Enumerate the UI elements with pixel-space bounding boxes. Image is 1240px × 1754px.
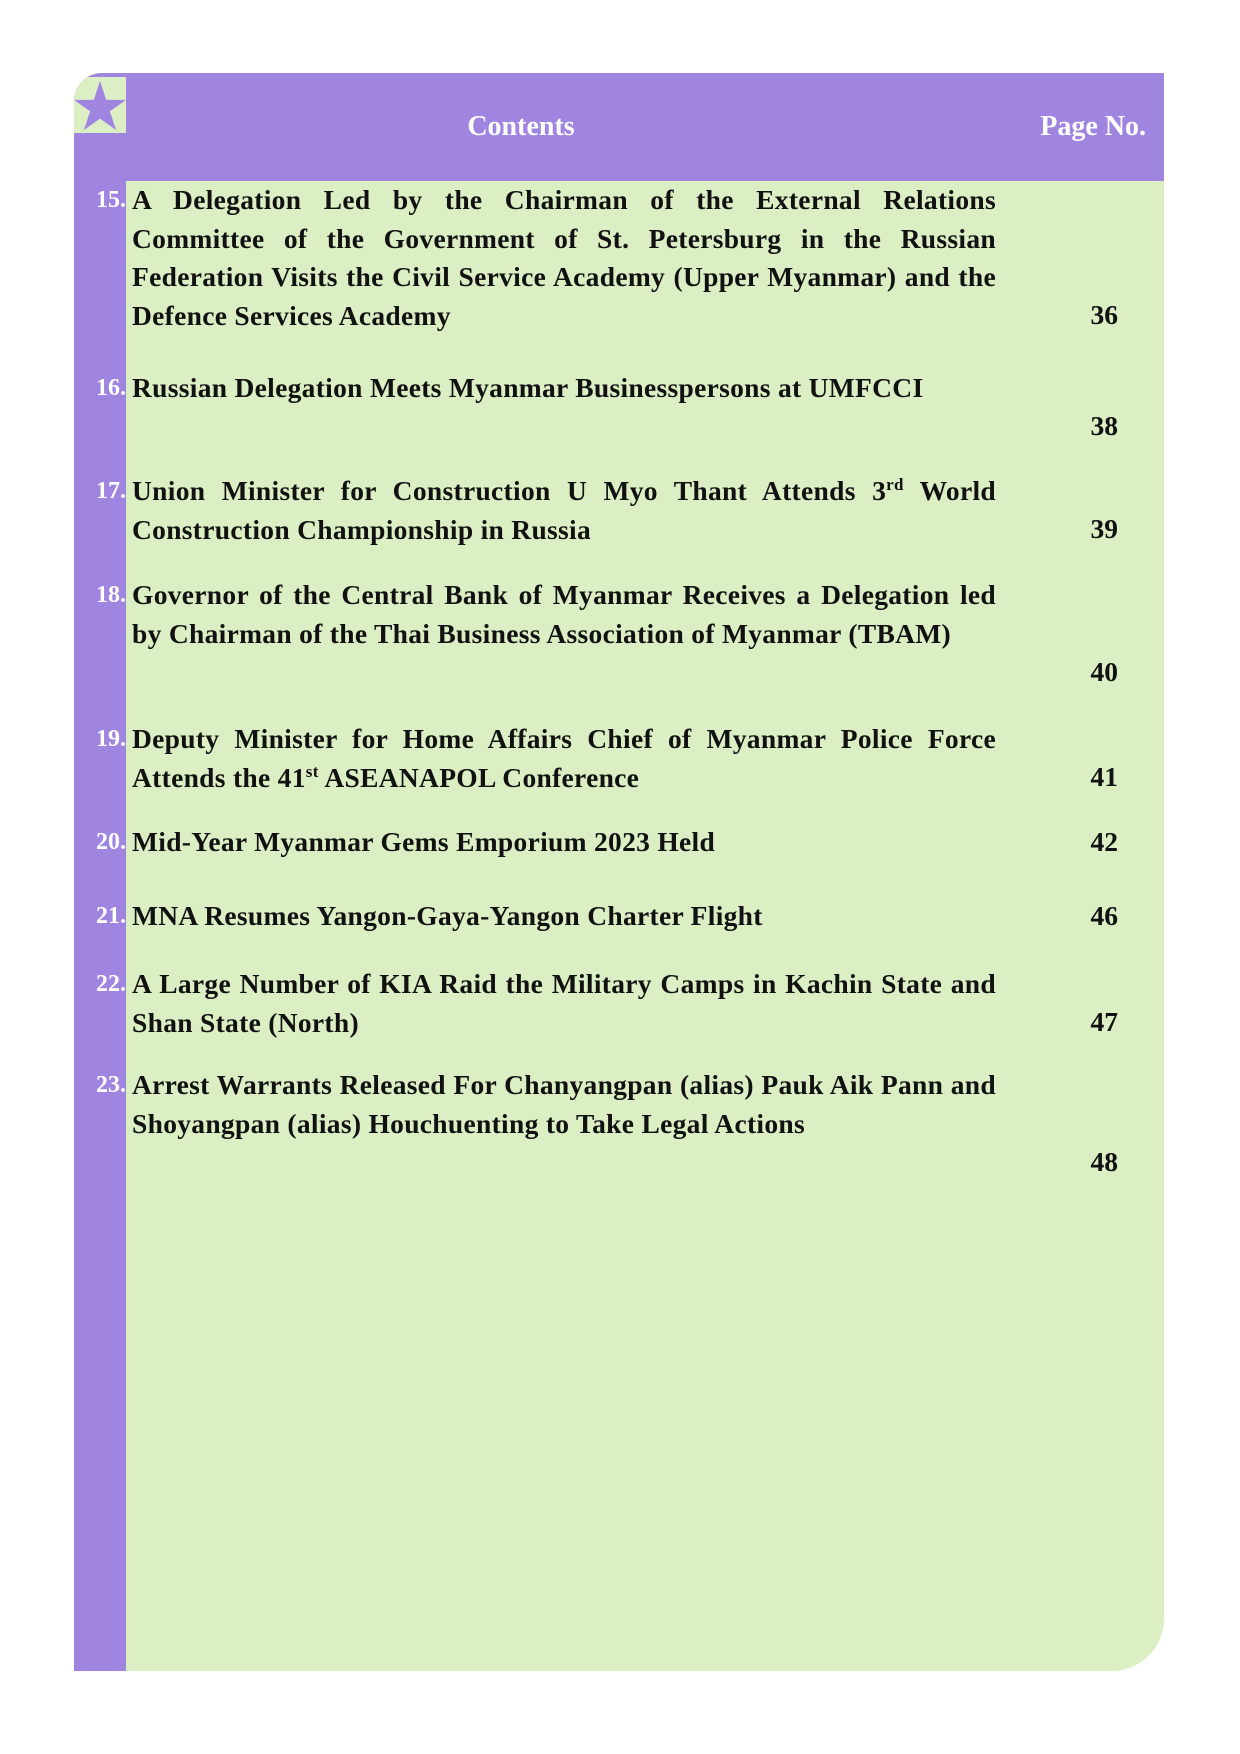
entry-title: A Delegation Led by the Chairman of the External Relations Committee of the Government of St. Petersburg in the Russian Federation Visits the Civil Service Academy (Upper Myanmar) and the Defence Services Academy [132, 184, 996, 331]
entry-title: A Large Number of KIA Raid the Military Camps in Kachin State and Shan State (North) [132, 968, 996, 1038]
entry-number: 19. [96, 726, 126, 752]
entry-page: 48 [1090, 1146, 1118, 1177]
contents-heading: Contents [467, 111, 575, 142]
entry-page: 46 [1090, 900, 1118, 931]
entry-number: 20. [96, 829, 126, 855]
entry-title: Arrest Warrants Released For Chanyangpan (alias) Pauk Aik Pann and Shoyangpan (alias) Houchuenting to Take Legal Actions [132, 1069, 996, 1139]
entry-number: 22. [96, 971, 126, 997]
entry-page: 36 [1090, 299, 1118, 330]
entry-title: Mid-Year Myanmar Gems Emporium 2023 Held [132, 826, 716, 857]
entry-title: MNA Resumes Yangon-Gaya-Yangon Charter Flight [132, 900, 763, 931]
entry-page: 41 [1090, 761, 1118, 792]
entry-page: 40 [1090, 656, 1118, 687]
entry-page: 42 [1090, 826, 1118, 857]
entry-title-part: World Construction Championship in Russia [132, 475, 996, 545]
entry-title-superscript: rd [886, 474, 904, 494]
entry-number: 23. [96, 1072, 126, 1098]
contents-panel [74, 73, 1164, 1671]
entry-number: 18. [96, 582, 126, 608]
entry-title-part: ASEANAPOL Conference [318, 761, 640, 793]
entry-title [132, 472, 996, 549]
entry-number: 15. [96, 187, 126, 213]
entry-page: 47 [1090, 1006, 1118, 1037]
entry-title-part: Deputy Minister for Home Affairs Chief of Myanmar Police Force Attends the 41 [132, 723, 996, 793]
entry-page: 38 [1090, 410, 1118, 441]
entry-title-part: Union Minister for Construction U Myo Thant Attends 3 [132, 475, 887, 506]
entry-number: 21. [96, 903, 126, 929]
entry-title-superscript: st [305, 761, 319, 781]
page-no-heading: Page No. [1040, 111, 1146, 142]
entry-title: Governor of the Central Bank of Myanmar Receives a Delegation led by Chairman of the Thai Business Association of Myanmar (TBAM) [132, 579, 996, 649]
entry-number: 17. [96, 478, 126, 504]
entry-page: 39 [1090, 513, 1118, 544]
star-icon-shape [74, 73, 126, 133]
entry-title: Russian Delegation Meets Myanmar Businesspersons at UMFCCI [132, 372, 924, 403]
entry-title [132, 720, 996, 797]
entry-number: 16. [96, 375, 126, 401]
left-accent-bar [74, 73, 126, 1671]
